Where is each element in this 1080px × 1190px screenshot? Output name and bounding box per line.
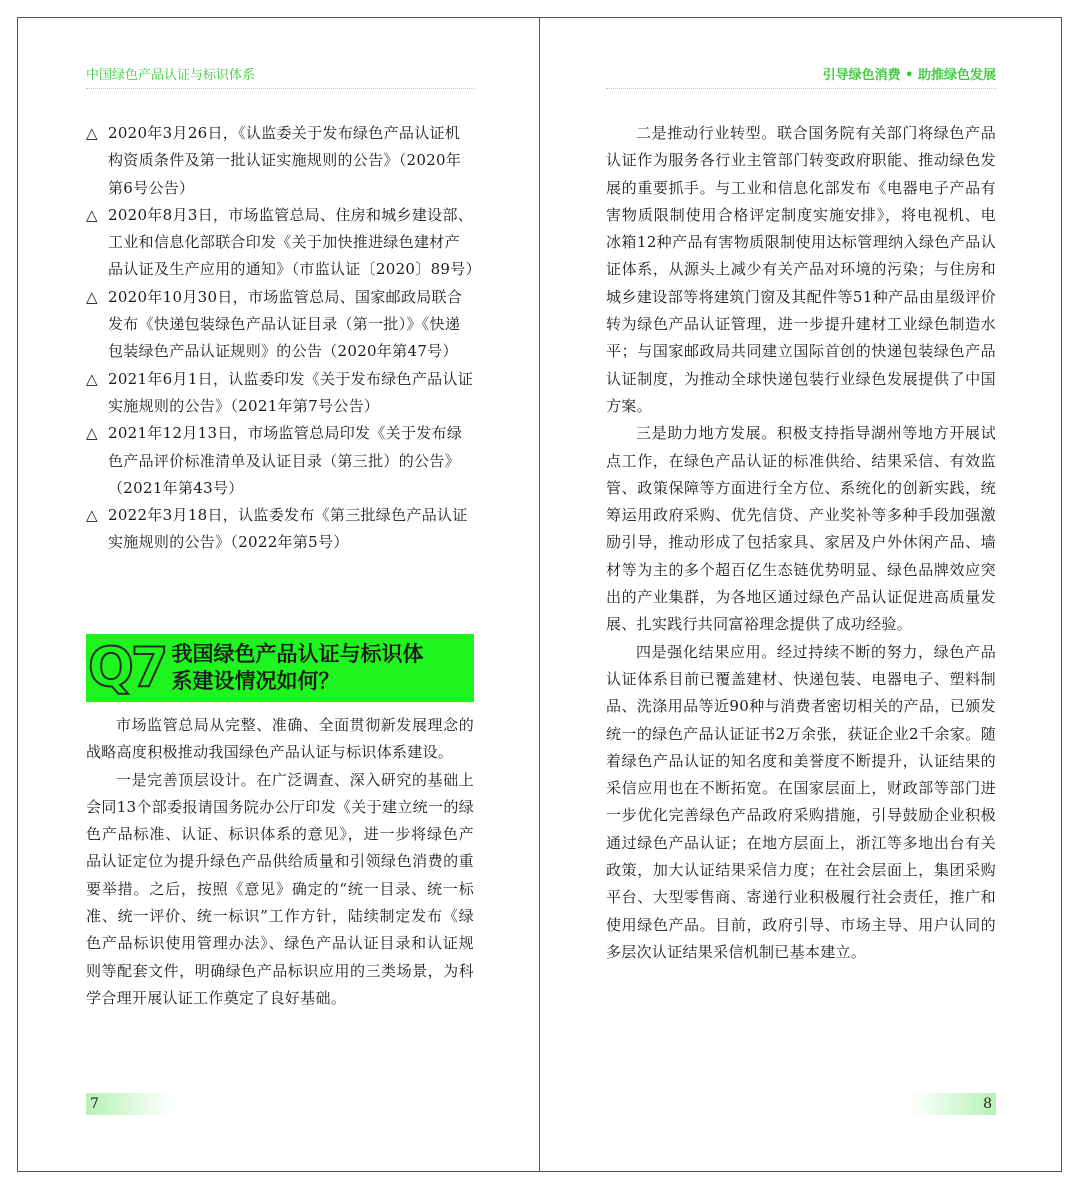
question-title (171, 641, 423, 695)
list-item (86, 366, 474, 421)
left-page (86, 0, 481, 1190)
list-item (86, 284, 474, 366)
left-body-text (86, 712, 474, 1012)
right-running-head: 引导绿色消费 • 助推绿色发展 (606, 64, 996, 89)
left-running-head: 中国绿色产品认证与标识体系 (86, 64, 474, 89)
list-item (86, 420, 474, 502)
list-item-text: 2020年10月30日，市场监管总局、国家邮政局联合发布《快递包装绿色产品认证目录（第一批）》《快递包装绿色产品认证规则》的公告（2020年第47号） (108, 287, 463, 361)
list-item-text: 2020年8月3日，市场监管总局、住房和城乡建设部、工业和信息化部联合印发《关于加快推进绿色建材产品认证及生产应用的通知》（市监认证〔2020〕89号） (108, 205, 481, 279)
question-title-line: 我国绿色产品认证与标识体 (171, 642, 424, 666)
question-title-line: 系建设情况如何？ (171, 669, 340, 693)
question-number: Q7 (88, 636, 166, 699)
book-spine (539, 17, 540, 1172)
list-item (86, 502, 474, 557)
paragraph: 四是强化结果应用。经过持续不断的努力，绿色产品认证体系目前已覆盖建材、快递包装、电器电子、塑料制品、洗涤用品等近90种与消费者密切相关的产品，已颁发统一的绿色产品认证证书2万余张，获证企业2千余家。随着绿色产品认证的知名度和美誉度不断提升，认证结果的采信应用也在不断拓宽。在国家层面上，财政部等部门进一步优化完善绿色产品政府采购措施，引导鼓励企业积极通过绿色产品认证；在地方层面上，浙江等多地出台有关政策，加大认证结果采信力度；在社会层面上，集团采购平台、大型零售商、寄递行业积极履行社会责任，推广和使用绿色产品。目前，政府引导、市场主导、用户认同的多层次认证结果采信机制已基本建立。 (606, 642, 996, 961)
list-item (86, 202, 481, 284)
paragraph: 二是推动行业转型。联合国务院有关部门将绿色产品认证作为服务各行业主管部门转变政府职能、推动绿色发展的重要抓手。与工业和信息化部发布《电器电子产品有害物质限制使用合格评定制度实施安排》，将电视机、电冰箱12种产品有害物质限制使用达标管理纳入绿色产品认证体系，从源头上减少有关产品对环境的污染；与住房和城乡建设部等将建筑门窗及其配件等51种产品由星级评价转为绿色产品认证管理，进一步提升建材工业绿色制造水平；与国家邮政局共同建立国际首创的快递包装绿色产品认证制度，为推动全球快递包装行业绿色发展提供了中国方案。 (606, 124, 996, 415)
regulation-list (86, 120, 481, 557)
right-body-text (606, 120, 996, 966)
list-item-text: 2022年3月18日，认监委发布《第三批绿色产品认证实施规则的公告》（2022年第5号） (108, 506, 468, 552)
list-item-text: 2020年3月26日，《认监委关于发布绿色产品认证机构资质条件及第一批认证实施规则的公告》（2020年第6号公告） (108, 124, 462, 197)
triangle-bullet-icon: △ (86, 369, 98, 388)
paragraph: 三是助力地方发展。积极支持指导湖州等地方开展试点工作，在绿色产品认证的标准供给、结果采信、有效监管、政策保障等方面进行全方位、系统化的创新实践，统筹运用政府采购、优先信贷、产业奖补等多种手段加强激励引导，推动形成了包括家具、家居及户外休闲产品、墙材等为主的多个超百亿生态链优势明显、绿色品牌效应突出的产业集群，为各地区通过绿色产品认证促进高质量发展、扎实践行共同富裕理念提供了成功经验。 (606, 424, 996, 634)
list-item-text: 2021年6月1日，认监委印发《关于发布绿色产品认证实施规则的公告》（2021年第7号公告） (108, 369, 474, 415)
right-page (606, 0, 996, 1190)
triangle-bullet-icon: △ (86, 124, 98, 142)
paragraph: 市场监管总局从完整、准确、全面贯彻新发展理念的战略高度积极推动我国绿色产品认证与标识体系建设。 (86, 716, 474, 762)
triangle-bullet-icon: △ (86, 205, 98, 224)
triangle-bullet-icon: △ (86, 287, 98, 306)
page-number: 7 (86, 1093, 172, 1115)
list-item-text: 2021年12月13日，市场监管总局印发《关于发布绿色产品评价标准清单及认证目录（第三批）的公告》（2021年第43号） (108, 424, 463, 497)
triangle-bullet-icon: △ (86, 506, 98, 525)
question-banner (86, 634, 474, 702)
list-item (86, 120, 474, 202)
triangle-bullet-icon: △ (86, 424, 98, 443)
paragraph: 一是完善顶层设计。在广泛调查、深入研究的基础上会同13个部委报请国务院办公厅印发《关于建立统一的绿色产品标准、认证、标识体系的意见》，进一步将绿色产品认证定位为提升绿色产品供给质量和引领绿色消费的重要举措。之后，按照《意见》确定的“统一目录、统一标准、统一评价、统一标识”工作方针，陆续制定发布《绿色产品标识使用管理办法》、绿色产品认证目录和认证规则等配套文件，明确绿色产品标识应用的三类场景，为科学合理开展认证工作奠定了良好基础。 (86, 770, 474, 1007)
page-number: 8 (910, 1093, 996, 1115)
